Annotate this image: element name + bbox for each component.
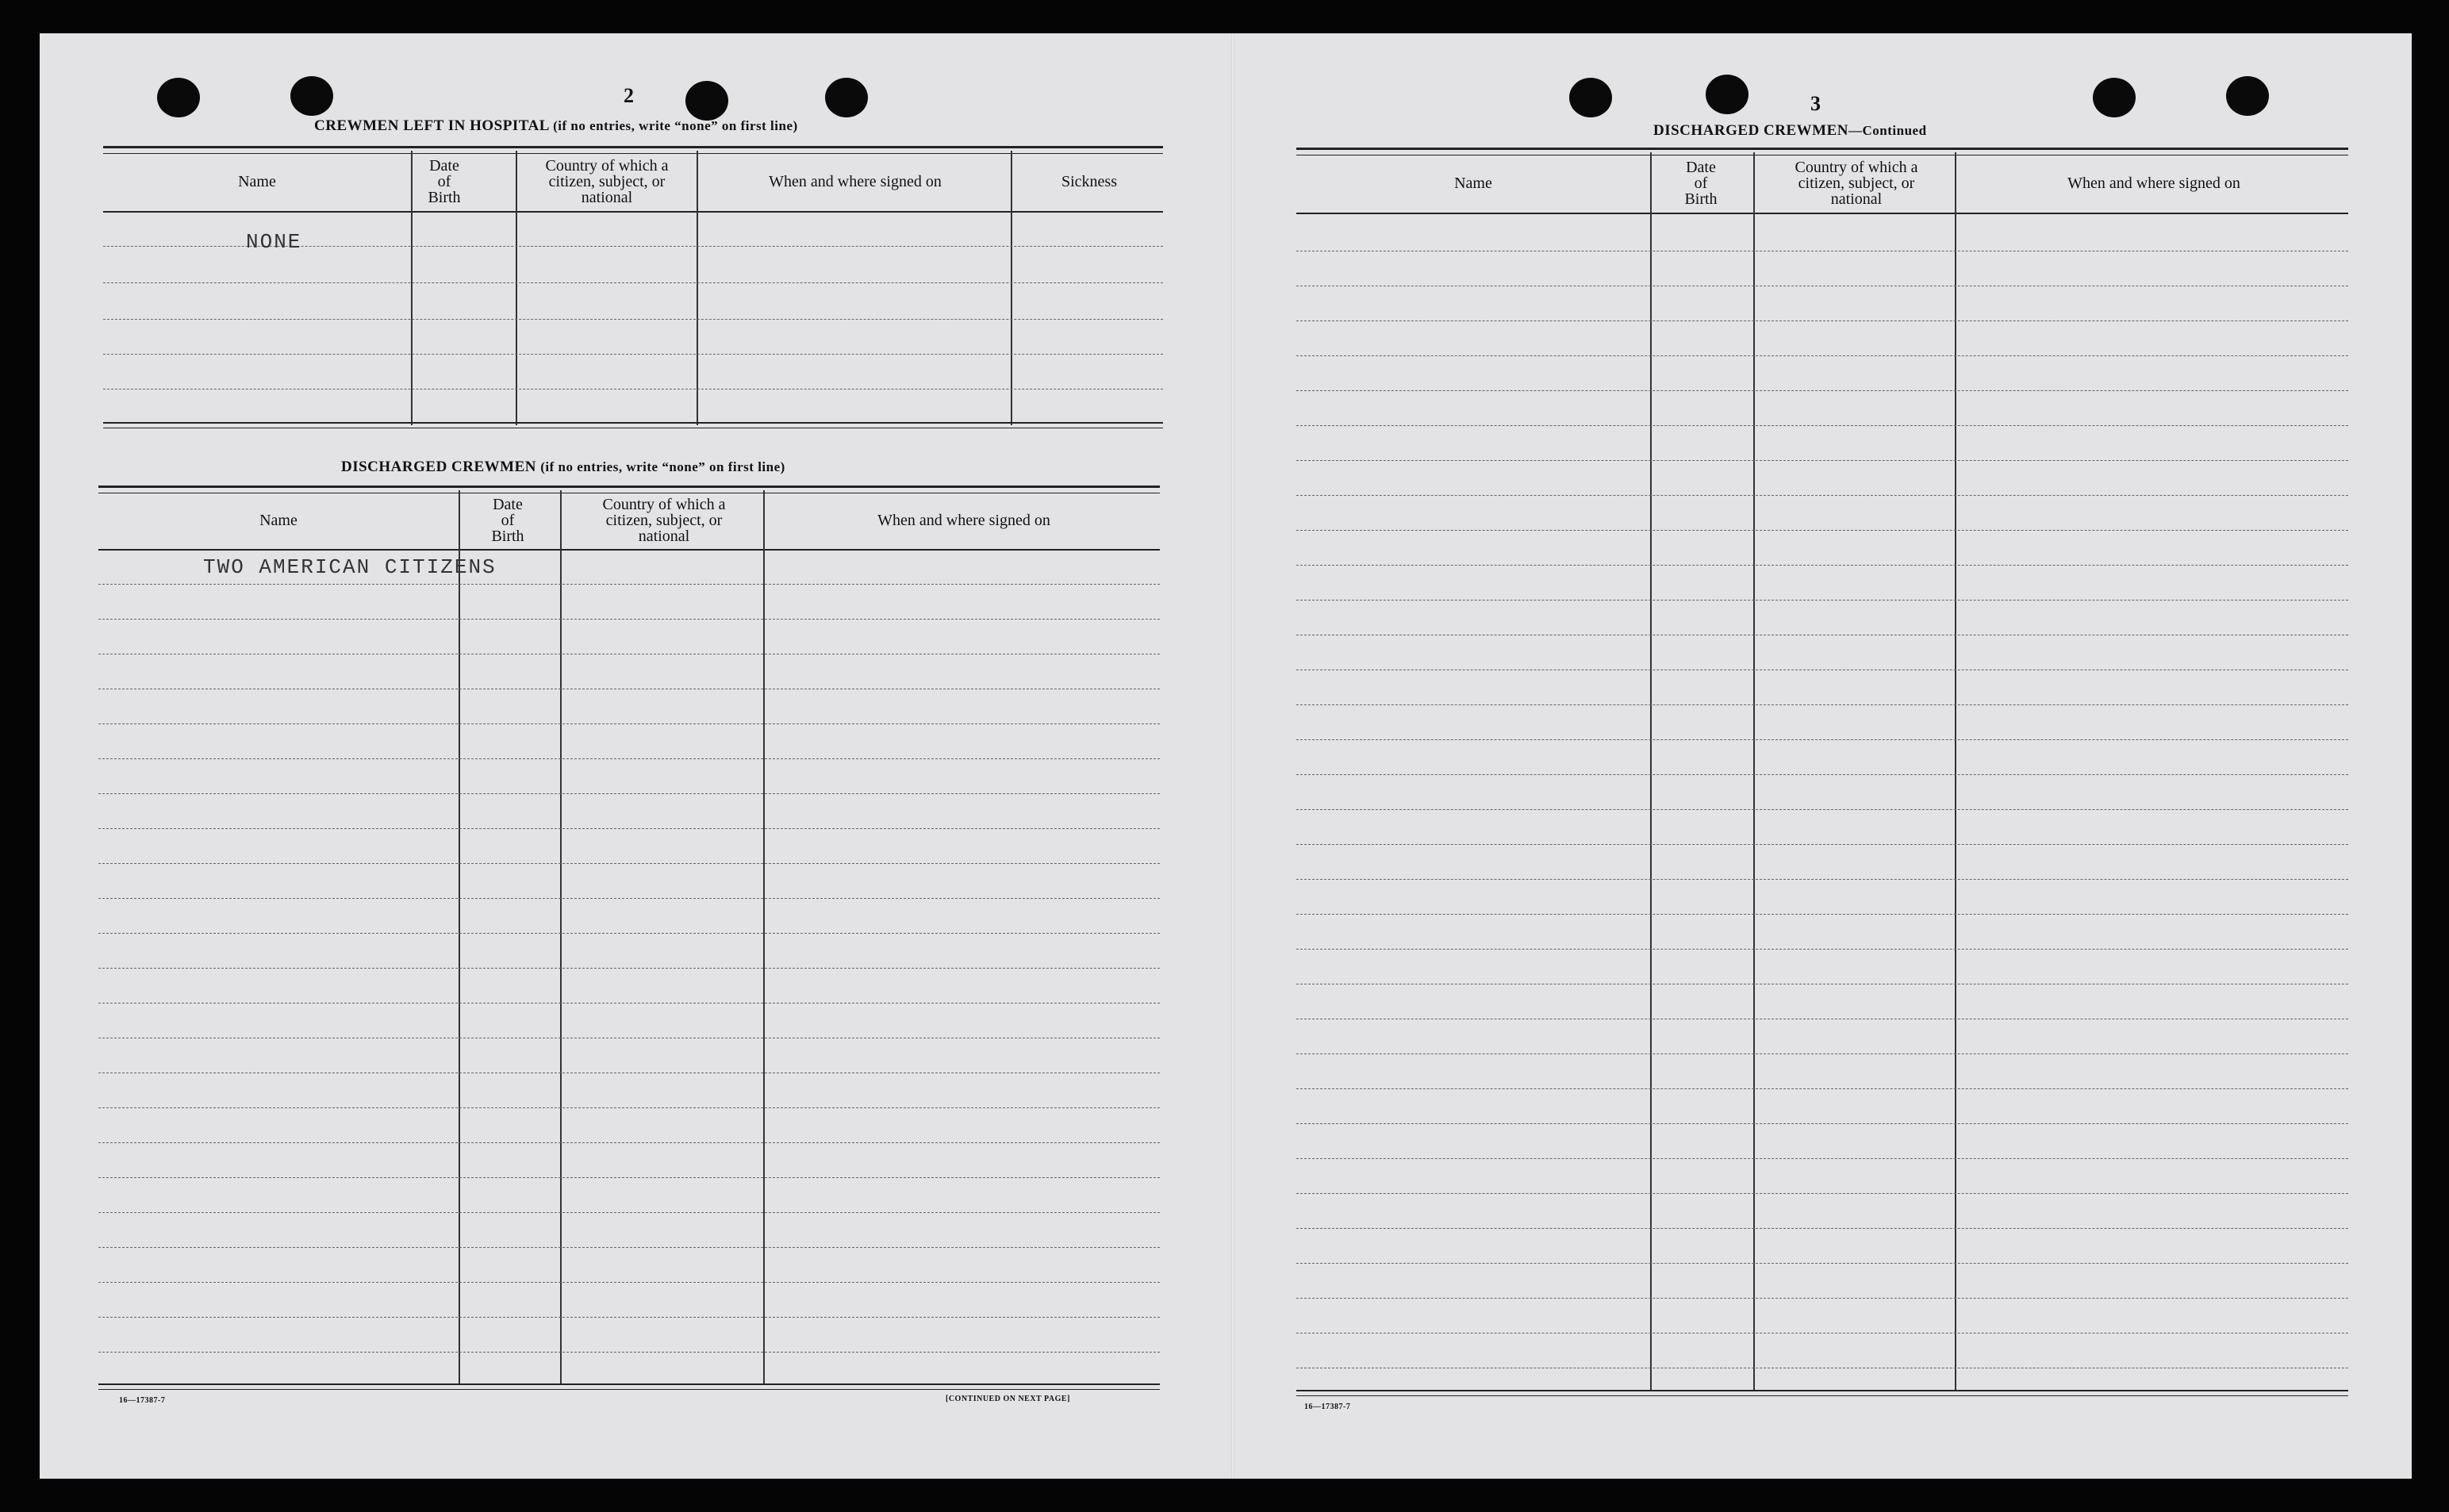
form-number: 16—17387-7 [119, 1396, 166, 1405]
column-header-name: Name [1454, 175, 1492, 192]
entry-line [103, 354, 1163, 355]
column-divider [459, 490, 460, 1383]
entry-line [1296, 1193, 2348, 1194]
column-divider [1011, 151, 1012, 425]
column-divider [516, 151, 517, 425]
entry-line [1296, 1053, 2348, 1054]
page-number: 2 [624, 84, 634, 107]
entry-line [98, 1317, 1160, 1318]
entry-line [98, 968, 1160, 969]
column-divider [1650, 152, 1652, 1390]
entry-line [98, 584, 1160, 585]
column-header-signed-on: When and where signed on [877, 512, 1050, 529]
hospital-table [103, 146, 1163, 427]
discharged-section-title [341, 459, 785, 476]
entry-line [1296, 1333, 2348, 1334]
page-number: 3 [1810, 92, 1821, 115]
entry-line [98, 863, 1160, 864]
entry-line [1296, 355, 2348, 356]
entry-line [1296, 1123, 2348, 1124]
title-suffix: —Continued [1848, 123, 1927, 138]
entry-line [1296, 1088, 2348, 1089]
hospital-entry: NONE [246, 230, 302, 254]
continued-note: [CONTINUED ON NEXT PAGE] [946, 1395, 1070, 1403]
entry-line [98, 1352, 1160, 1353]
entry-line [1296, 949, 2348, 950]
page-fold [1231, 33, 1234, 1479]
column-header-country: Country of which a citizen, subject, or national [602, 496, 726, 545]
punch-hole [825, 78, 868, 117]
column-divider [763, 490, 765, 1383]
column-header-date-of-birth: Date of Birth [428, 157, 461, 206]
form-number: 16—17387-7 [1304, 1403, 1351, 1411]
entry-line [1296, 914, 2348, 915]
column-header-name: Name [238, 173, 276, 190]
rule [1296, 1390, 2348, 1396]
entry-line [1296, 879, 2348, 880]
entry-line [1296, 809, 2348, 810]
column-header-signed-on: When and where signed on [769, 173, 942, 190]
entry-line [1296, 425, 2348, 426]
punch-hole [2093, 78, 2136, 117]
punch-hole [1569, 78, 1612, 117]
entry-line [1296, 390, 2348, 391]
entry-line [103, 389, 1163, 390]
entry-line [1296, 774, 2348, 775]
entry-line [98, 758, 1160, 759]
entry-line [98, 1247, 1160, 1248]
entry-line [1296, 600, 2348, 601]
column-divider [1955, 152, 1956, 1390]
entry-line [1296, 530, 2348, 531]
column-header-signed-on: When and where signed on [2067, 175, 2240, 192]
rule [98, 549, 1160, 551]
entry-line [98, 793, 1160, 794]
entry-line [1296, 739, 2348, 740]
entry-line [98, 933, 1160, 934]
discharged-continued-table [1296, 148, 2348, 1395]
discharged-continued-title [1653, 122, 1927, 140]
punch-hole [290, 76, 333, 116]
discharged-entry: TWO AMERICAN CITIZENS [203, 555, 497, 579]
entry-line [1296, 1228, 2348, 1229]
entry-line [1296, 320, 2348, 321]
entry-line [98, 1282, 1160, 1283]
rule [1296, 213, 2348, 214]
rule [98, 1383, 1160, 1390]
entry-line [1296, 1298, 2348, 1299]
entry-line [1296, 704, 2348, 705]
entry-line [98, 1142, 1160, 1143]
entry-line [1296, 565, 2348, 566]
title-instruction: (if no entries, write “none” on first line) [553, 118, 798, 133]
punch-hole [1706, 75, 1748, 114]
entry-line [98, 1177, 1160, 1178]
column-divider [411, 151, 413, 425]
entry-line [98, 1107, 1160, 1108]
title-text: CREWMEN LEFT IN HOSPITAL [314, 117, 549, 134]
entry-line [1296, 1158, 2348, 1159]
column-header-name: Name [259, 512, 297, 529]
column-header-date-of-birth: Date of Birth [491, 496, 524, 545]
entry-line [1296, 460, 2348, 461]
title-text: DISCHARGED CREWMEN [1653, 122, 1848, 139]
entry-line [98, 723, 1160, 724]
entry-line [1296, 844, 2348, 845]
column-divider [560, 490, 562, 1383]
discharged-table [98, 485, 1160, 1390]
column-divider [697, 151, 698, 425]
column-divider [1753, 152, 1755, 1390]
entry-line [103, 282, 1163, 283]
punch-hole [685, 81, 728, 121]
column-header-sickness: Sickness [1061, 173, 1117, 190]
entry-line [98, 1212, 1160, 1213]
rule [103, 422, 1163, 428]
entry-line [98, 898, 1160, 899]
title-instruction: (if no entries, write “none” on first line) [540, 459, 785, 474]
entry-line [1296, 1263, 2348, 1264]
column-header-country: Country of which a citizen, subject, or national [1795, 159, 1918, 208]
entry-line [98, 619, 1160, 620]
title-text: DISCHARGED CREWMEN [341, 459, 536, 475]
rule [103, 211, 1163, 213]
punch-hole [157, 78, 200, 117]
entry-line [98, 1003, 1160, 1004]
entry-line [103, 319, 1163, 320]
column-header-date-of-birth: Date of Birth [1684, 159, 1718, 208]
hospital-section-title [314, 117, 798, 135]
punch-hole [2226, 76, 2269, 116]
column-header-country: Country of which a citizen, subject, or national [545, 157, 669, 206]
entry-line [98, 828, 1160, 829]
entry-line [1296, 495, 2348, 496]
